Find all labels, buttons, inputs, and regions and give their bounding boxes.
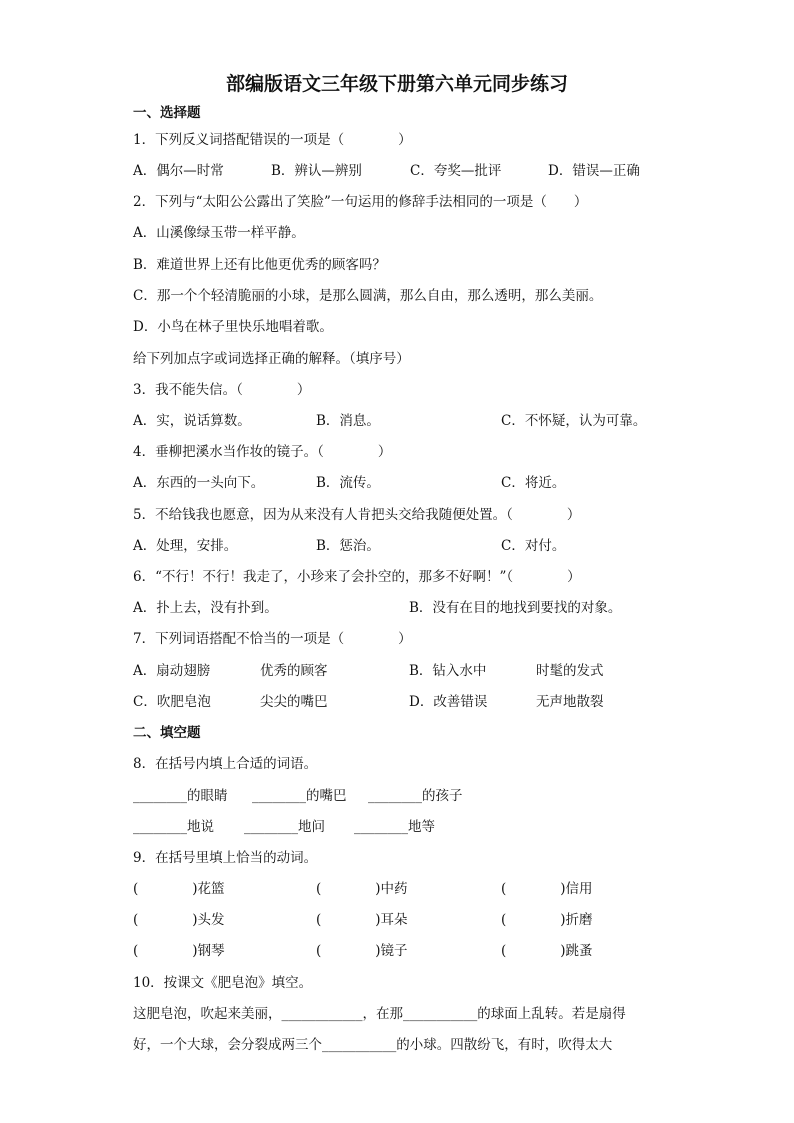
section-heading-fill: 二、填空题 [133,725,201,741]
question-10-passage-line-2: 好，一个大球，会分裂成两三个___________的小球。四散纷飞，有时，吹得太大 [133,1037,613,1053]
question-7-option-a: A．扇动翅膀 [133,663,211,679]
question-10-stem: 10．按课文《肥皂泡》填空。 [133,975,313,991]
question-5-stem: 5．不给钱我也愿意，因为从来没有人肯把头交给我随便处置。（ ） [133,507,581,523]
question-6-option-a: A．扑上去，没有扑到。 [133,600,278,616]
question-10-passage-line-1: 这肥皂泡，吹起来美丽，____________，在那___________的球面上乱转。若是扇得 [133,1006,626,1022]
question-7-option-d-second: 无声地散裂 [536,694,604,710]
question-2-option-a: A．山溪像绿玉带一样平静。 [133,225,305,241]
question-7-option-c-second: 尖尖的嘴巴 [260,694,328,710]
instruction-text: 给下列加点字或词选择正确的解释。（填序号） [133,351,410,367]
question-3-option-c: C．不怀疑，认为可靠。 [501,413,647,429]
question-1-option-a: A．偶尔—时常 [133,163,224,179]
question-6-stem: 6．“不行！不行！我走了，小珍来了会扑空的，那多不好啊！”（ ） [133,569,581,585]
page-title: 部编版语文三年级下册第六单元同步练习 [225,73,568,95]
question-8-blank-4: ________地说 [133,819,214,835]
question-8-blank-1: ________的眼睛 [133,788,228,804]
question-4-option-b: B．流传。 [316,475,380,491]
section-heading-choice: 一、选择题 [133,105,201,121]
question-8-blank-5: ________地问 [244,819,325,835]
question-2-stem: 2．下列与“太阳公公露出了笑脸”一句运用的修辞手法相同的一项是（ ） [133,194,588,210]
question-2-option-c: C．那一个个轻清脆丽的小球，是那么圆满，那么自由，那么透明，那么美丽。 [133,288,603,304]
question-9-blank-4: ( )头发 [133,912,225,928]
question-9-blank-9: ( )跳蚤 [501,943,593,959]
question-1-stem: 1．下列反义词搭配错误的一项是（ ） [133,132,412,148]
question-3-option-b: B．消息。 [316,413,380,429]
question-8-stem: 8．在括号内填上合适的词语。 [133,756,318,772]
question-4-stem: 4．垂柳把溪水当作妆的镜子。（ ） [133,444,392,460]
question-9-blank-2: ( )中药 [316,881,408,897]
question-5-option-c: C．对付。 [501,538,566,554]
question-9-blank-7: ( )钢琴 [133,943,225,959]
question-8-blank-2: ________的嘴巴 [252,788,347,804]
question-1-option-b: B．辨认—辨别 [271,163,362,179]
question-7-option-d: D．改善错误 [409,694,488,710]
question-9-blank-6: ( )折磨 [501,912,593,928]
question-8-blank-6: ________地等 [354,819,435,835]
question-5-option-b: B．惩治。 [316,538,380,554]
question-7-option-c: C．吹肥皂泡 [133,694,211,710]
question-2-option-b: B．难道世界上还有比他更优秀的顾客吗？ [133,257,386,273]
question-3-stem: 3．我不能失信。（ ） [133,382,311,398]
question-8-blank-3: ________的孩子 [368,788,463,804]
question-7-option-a-second: 优秀的顾客 [260,663,328,679]
question-5-option-a: A．处理，安排。 [133,538,238,554]
question-9-blank-5: ( )耳朵 [316,912,408,928]
question-7-stem: 7．下列词语搭配不恰当的一项是（ ） [133,631,412,647]
question-6-option-b: B．没有在目的地找到要找的对象。 [409,600,622,616]
question-9-stem: 9．在括号里填上恰当的动词。 [133,850,318,866]
question-3-option-a: A．实，说话算数。 [133,413,251,429]
question-7-option-b-second: 时髦的发式 [536,663,604,679]
question-9-blank-3: ( )信用 [501,881,593,897]
question-7-option-b: B．钻入水中 [409,663,487,679]
question-9-blank-8: ( )镜子 [316,943,408,959]
question-1-option-d: D．错误—正确 [548,163,640,179]
question-9-blank-1: ( )花篮 [133,881,225,897]
question-4-option-a: A．东西的一头向下。 [133,475,265,491]
question-1-option-c: C．夸奖—批评 [410,163,502,179]
question-4-option-c: C．将近。 [501,475,566,491]
question-2-option-d: D．小鸟在林子里快乐地唱着歌。 [133,319,333,335]
